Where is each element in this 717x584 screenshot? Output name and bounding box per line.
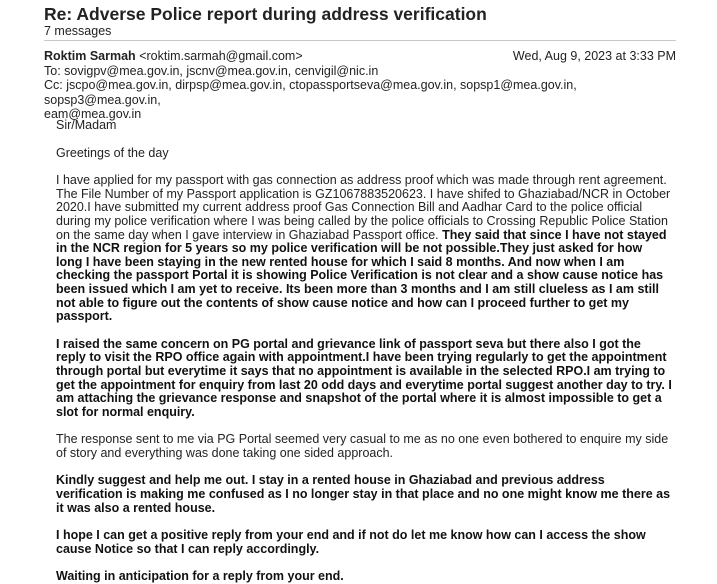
paragraph-application: [56, 174, 672, 324]
paragraph-grievance: [56, 338, 672, 420]
paragraph-bold-text: Kindly suggest and help me out. I stay in a rented house in Ghaziabad and previous address verification is making me confused as I no longer stay in that place and no one might know me there as it was also a rented house.: [56, 473, 671, 515]
email-subject: Re: Adverse Police report during address verification: [44, 4, 487, 24]
paragraph-hope: [56, 529, 672, 556]
message-body: [56, 119, 672, 584]
paragraph-bold-text: I raised the same concern on PG portal and grievance link of passport seva but there also I got the reply to visit the RPO office again with appointment.I have been trying regularly to get the appointment through portal but everytime it says that no appointment is available in the selected RPO.I am trying to get the appointment for enquiry from last 20 odd days and everytime portal suggest another day to try. I am attaching the grievance response and snapshot of the portal where it is almost impossible to get a slot for normal enquiry.: [56, 336, 672, 419]
sent-date: Wed, Aug 9, 2023 at 3:33 PM: [512, 49, 676, 63]
salutation: Sir/Madam: [56, 118, 117, 132]
paragraph-request: [56, 474, 672, 515]
greeting: Greetings of the day: [56, 145, 169, 160]
paragraph-bold-text: Waiting in anticipation for a reply from your end.: [56, 569, 344, 584]
recipients-cc: [44, 78, 676, 122]
paragraph-bold-text: I hope I can get a positive reply from your end and if not do let me know how can I access the show cause Notice so that I can reply accordingly.: [56, 528, 646, 556]
header-divider: [44, 40, 676, 41]
sender-name: Roktim Sarmah: [44, 49, 136, 63]
cc-line: eam@mea.gov.in: [44, 107, 142, 121]
sender-line: [44, 49, 676, 64]
message-count: 7 messages: [44, 24, 112, 38]
paragraph-text: I have applied for my passport with gas connection as address proof which was made through rent agreement. The File Number of my Passport application is GZ1067883520623. I have shifed to Ghaziabad/NCR in October 2020.I have submitted my current address proof Gas Connection Bill and Aadhar Card to the police official during my police verification where I was being called by the police officials to Crossing Republic Police Station on the same day when I gave interview in Ghaziabad Passport office.: [56, 173, 671, 242]
sender-email[interactable]: <roktim.sarmah@gmail.com>: [139, 49, 303, 63]
paragraph-bold-text: They said that since I have not stayed in the NCR region for 5 years so my police verification will be not possible.They just asked for how long I have been staying in the new rented house for which I said 8 months. And now when I am checking the passport Portal it is showing Police Verification is not clear and a show cause notice has been issued which I am yet to receive. Its been more than 3 months and I am still clueless as I am still not able to figure out the contents of show cause notice and how can I proceed further to get my passport.: [56, 227, 667, 324]
recipients-to: To: sovigpv@mea.gov.in, jscnv@mea.gov.in, cenvigil@nic.in: [44, 64, 379, 78]
cc-line: Cc: jscpo@mea.gov.in, dirpsp@mea.gov.in, ctopassportseva@mea.gov.in, sopsp1@mea.gov.in, sopsp3@mea.gov.in,: [44, 78, 577, 107]
paragraph-closing: [56, 570, 672, 584]
paragraph-response: The response sent to me via PG Portal seemed very casual to me as no one even bothered to enquire my side of story and everything was done taking one sided approach.: [56, 432, 669, 460]
